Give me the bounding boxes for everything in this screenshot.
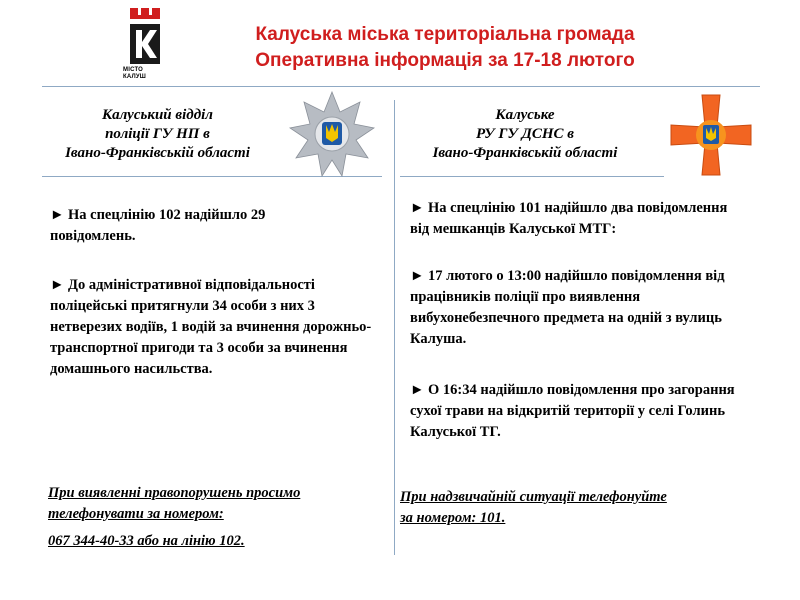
police-footer-line-2: телефонувати за номером:	[48, 506, 224, 522]
page-title	[200, 22, 690, 74]
title-line-2: Оперативна інформація за 17-18 лютого	[255, 50, 635, 71]
dsns-item-3: ► О 16:34 надійшло повідомлення про загорання сухої трави на відкритій території у селі Голинь Калуської ТГ.	[410, 382, 735, 440]
dsns-cross-icon	[664, 92, 758, 183]
dsns-phone-number[interactable]: за номером: 101.	[400, 510, 506, 526]
police-item-1: ► На спецлінію 102 надійшло 29 повідомлень.	[50, 207, 266, 244]
top-divider	[42, 86, 760, 87]
police-star-icon	[286, 90, 378, 183]
column-divider	[394, 100, 395, 555]
police-item-2: ► До адміністративної відповідальності поліцейські притягнули 34 особи з них 3 нетверезих водіїв, 1 водій за вчинення дорожньо-транспортної пригоди та 3 особи за вчинення домашнього насильства.	[50, 277, 372, 377]
dsns-footer	[400, 487, 750, 529]
title-line-1: Калуська міська територіальна громада	[255, 24, 635, 45]
dsns-footer-line-1: При надзвичайній ситуації телефонуйте	[400, 489, 667, 505]
police-phone-number[interactable]: 067 344-40-33 або на лінію 102.	[48, 533, 245, 549]
dsns-item-1: ► На спецлінію 101 надійшло два повідомлення від мешканців Калуської МТГ:	[410, 200, 728, 237]
police-footer-line-1: При виявленні правопорушень просимо	[48, 485, 301, 501]
logo-caption: МІСТО КАЛУШ	[123, 67, 147, 80]
dsns-dept-name: Калуське РУ ГУ ДСНС в Івано-Франківській області	[432, 107, 618, 161]
police-footer	[48, 483, 388, 552]
police-dept-name: Калуський відділ поліції ГУ НП в Івано-Франківській області	[65, 107, 250, 161]
dsns-item-2: ► 17 лютого о 13:00 надійшло повідомлення від працівників поліції про виявлення вибухонебезпечного предмета на одній з вулиць Калуша.	[410, 268, 725, 347]
